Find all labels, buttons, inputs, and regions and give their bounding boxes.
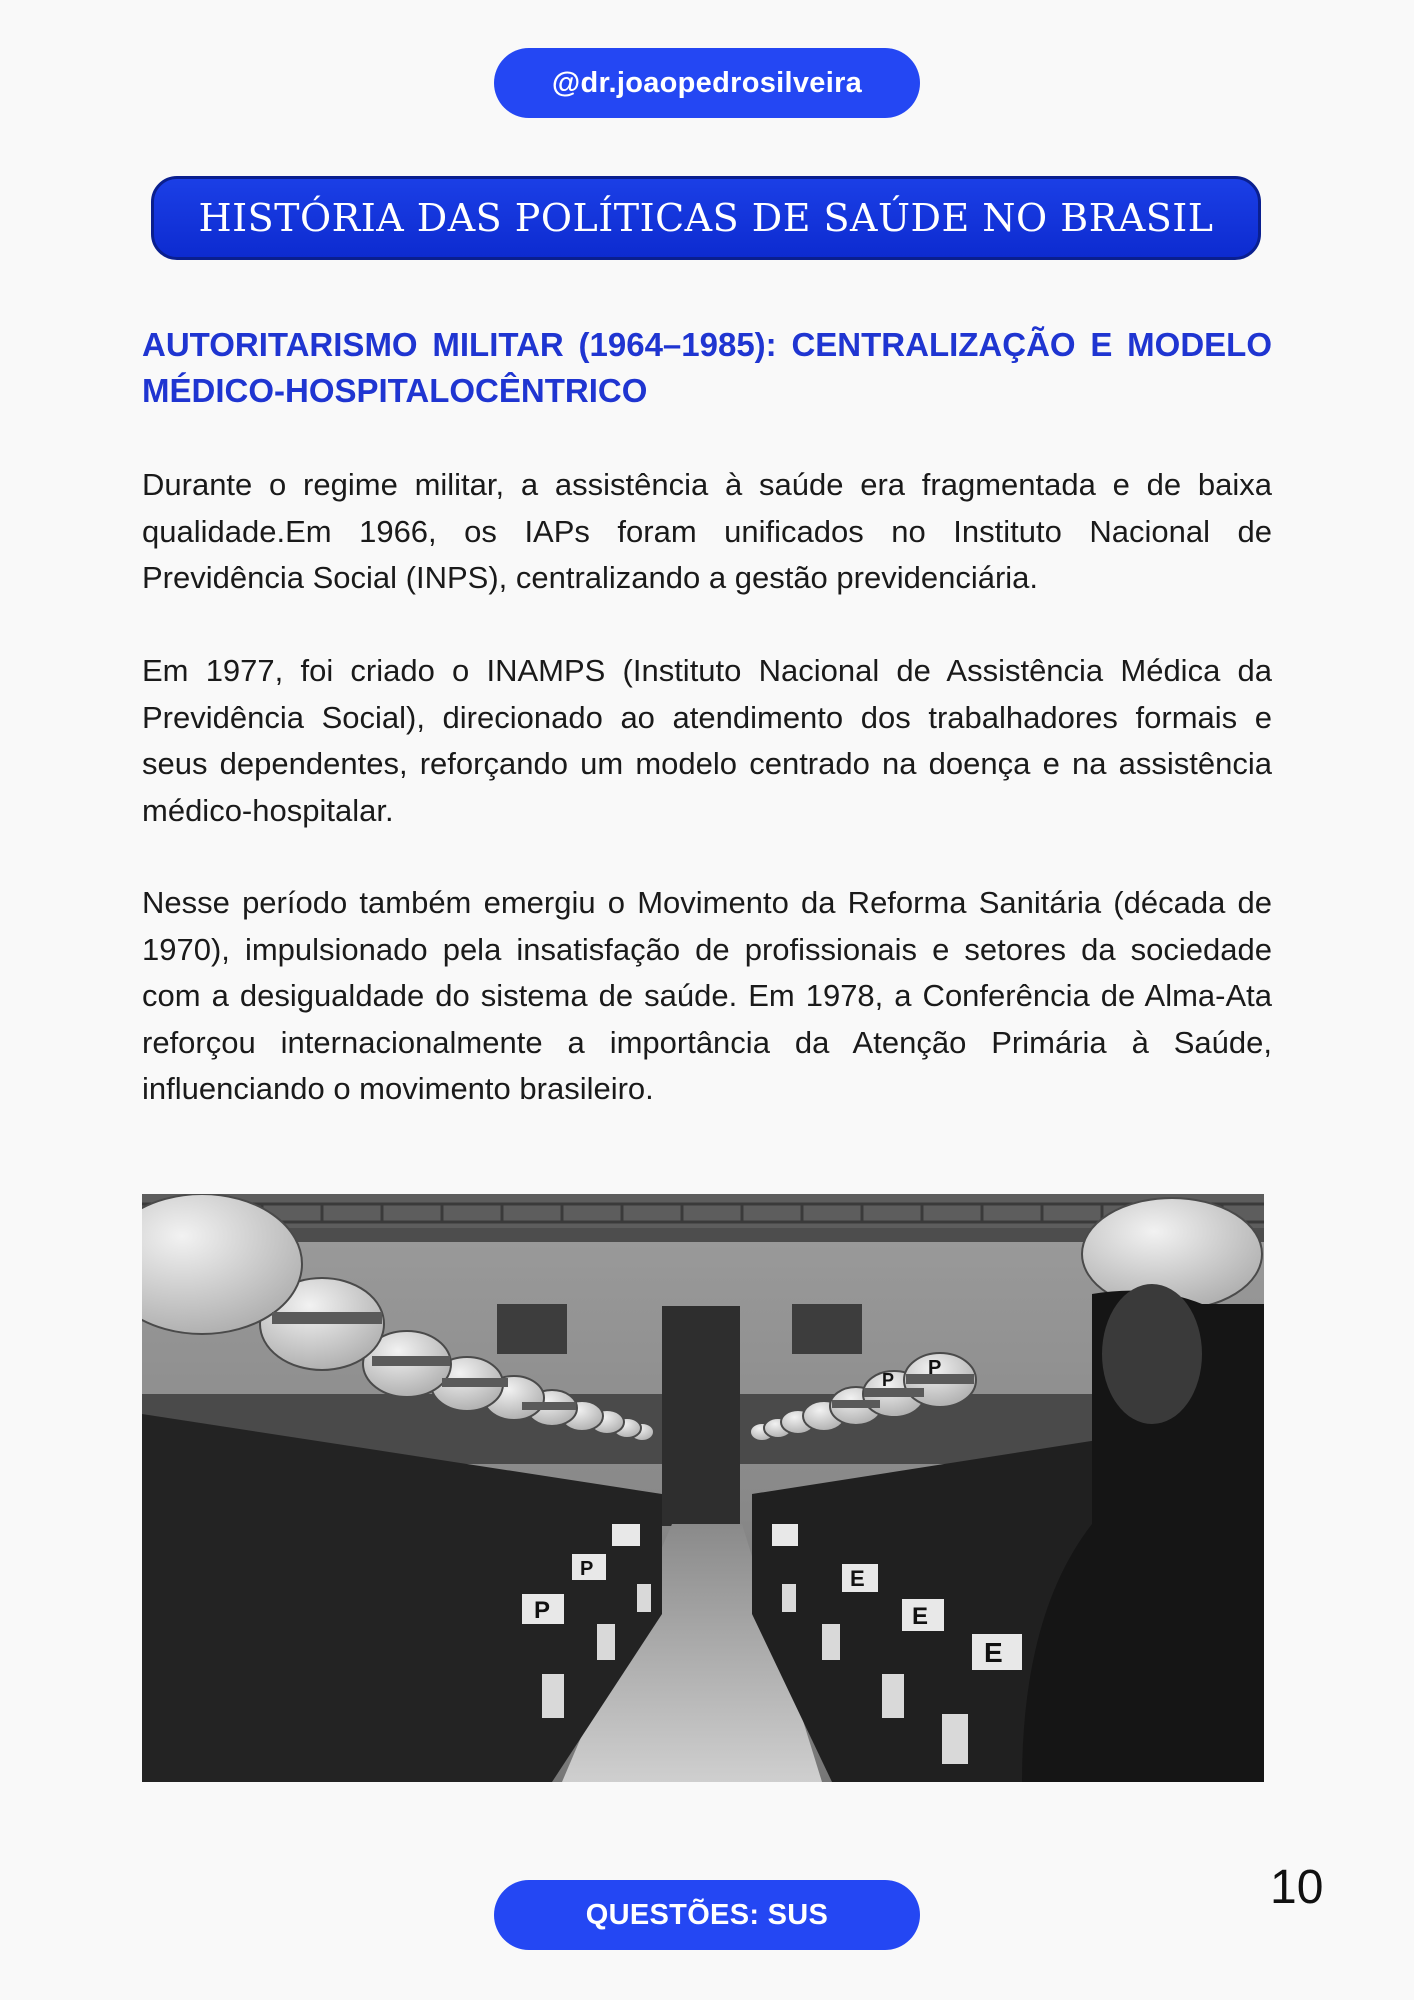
military-parade-illustration <box>142 1194 1264 1782</box>
title-banner <box>151 176 1261 260</box>
helmet-letter: P <box>928 1357 942 1379</box>
armband <box>612 1524 640 1546</box>
paragraph-2: Em 1977, foi criado o INAMPS (Instituto Nacional de Assistência Médica da Previdência Social), direcionado ao atendimento dos trabalhadores formais e seus dependentes, reforçando um modelo centrado na doença e na assistência médico-hospitalar. <box>142 653 1272 828</box>
footer-label: QUESTÕES: SUS <box>585 1898 829 1931</box>
armband-letter: E <box>912 1603 929 1630</box>
section-heading: AUTORITARISMO MILITAR (1964–1985): CENTRALIZAÇÃO E MODELO MÉDICO-HOSPITALOCÊNTRICO <box>142 326 1272 409</box>
window <box>792 1304 862 1354</box>
paragraph-1: Durante o regime militar, a assistência à saúde era fragmentada e de baixa qualidade.Em 1966, os IAPs foram unificados no Instituto Nacional de Previdência Social (INPS), centralizando a gestão previdenciária. <box>142 467 1272 595</box>
armband-letter: P <box>534 1597 551 1624</box>
armband-letter: E <box>984 1637 1003 1668</box>
armband-letter: E <box>850 1566 865 1591</box>
doorway <box>662 1306 740 1526</box>
window <box>497 1304 567 1354</box>
page-number: 10 <box>1270 1861 1324 1914</box>
armband <box>772 1524 798 1546</box>
author-handle: @dr.joaopedrosilveira <box>551 66 863 99</box>
author-handle-badge <box>494 48 920 118</box>
armband-letter: P <box>580 1558 594 1580</box>
footer-badge <box>494 1880 920 1950</box>
military-parade-photo <box>142 1194 1264 1782</box>
helmet-letter: P <box>882 1370 895 1390</box>
paragraph-3: Nesse período também emergiu o Movimento da Reforma Sanitária (década de 1970), impulsionado pela insatisfação de profissionais e setores da sociedade com a desigualdade do sistema de saúde. Em 1978, a Conferência de Alma-Ata reforçou internacionalmente a importância da Atenção Primária à Saúde, influenciando o movimento brasileiro. <box>142 885 1272 1106</box>
page-title: HISTÓRIA DAS POLÍTICAS DE SAÚDE NO BRASIL <box>198 196 1214 240</box>
